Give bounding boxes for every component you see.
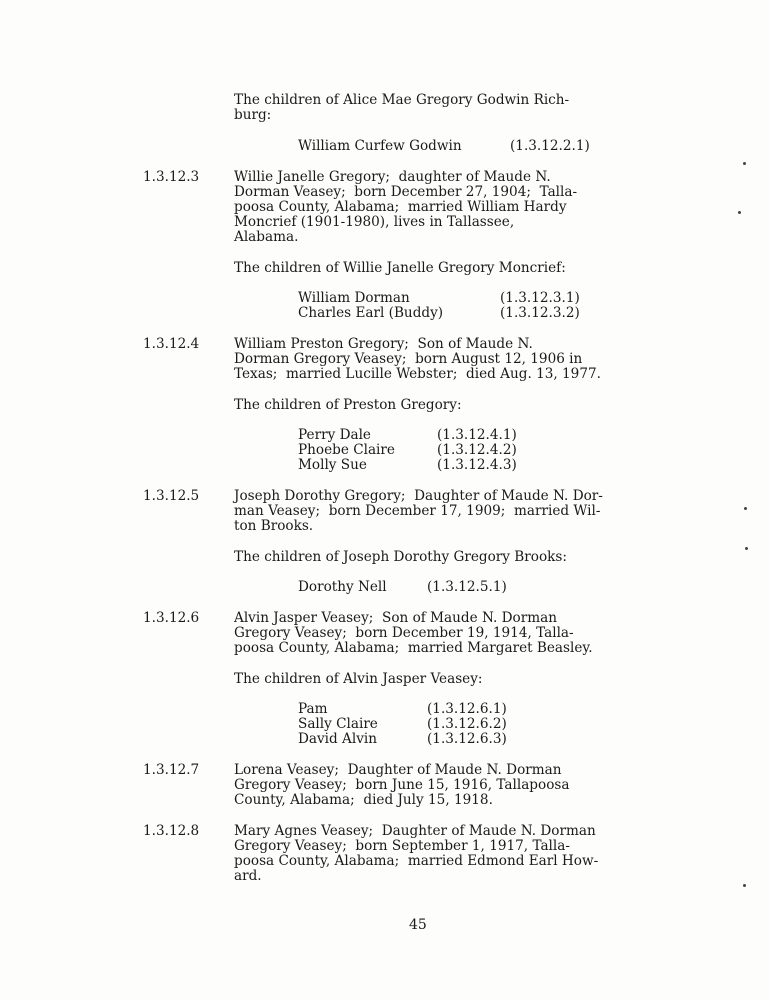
child-name: William Dorman [298, 290, 410, 306]
entry-text-line: Gregory Veasey; born June 15, 1916, Tallapoosa [234, 777, 570, 793]
children-heading: The children of Willie Janelle Gregory Moncrief: [234, 260, 566, 276]
entry-text-line: Alvin Jasper Veasey; Son of Maude N. Dorman [234, 610, 557, 626]
entry-text-line: poosa County, Alabama; married William Hardy [234, 199, 567, 215]
entry-text-line: ton Brooks. [234, 518, 314, 534]
child-name: Molly Sue [298, 457, 367, 473]
child-code: (1.3.12.3.1) [500, 290, 580, 306]
entry-text-line: Gregory Veasey; born December 19, 1914, Talla- [234, 625, 574, 641]
entry-text-line: Joseph Dorothy Gregory; Daughter of Maude N. Dor- [234, 488, 603, 504]
child-name: Phoebe Claire [298, 442, 395, 458]
entry-text-line: William Preston Gregory; Son of Maude N. [234, 336, 533, 352]
scan-speck [745, 547, 748, 550]
entry-number: 1.3.12.5 [143, 488, 200, 504]
entry-text-line: Texas; married Lucille Webster; died Aug. 13, 1977. [234, 366, 601, 382]
child-code: (1.3.12.4.2) [437, 442, 517, 458]
entry-text-line: Lorena Veasey; Daughter of Maude N. Dorman [234, 762, 562, 778]
children-heading: The children of Joseph Dorothy Gregory Brooks: [234, 549, 567, 565]
child-name: Perry Dale [298, 427, 371, 443]
child-code: (1.3.12.5.1) [427, 579, 507, 595]
entry-number: 1.3.12.4 [143, 336, 200, 352]
intro-line: burg: [234, 107, 272, 123]
child-name: Charles Earl (Buddy) [298, 305, 444, 321]
children-heading: The children of Alvin Jasper Veasey: [234, 671, 483, 687]
entry-text-line: Gregory Veasey; born September 1, 1917, Talla- [234, 838, 570, 854]
entry-text-line: County, Alabama; died July 15, 1918. [234, 792, 493, 808]
entry-number: 1.3.12.6 [143, 610, 200, 626]
entry-text-line: poosa County, Alabama; married Margaret Beasley. [234, 640, 593, 656]
entry-text-line: Willie Janelle Gregory; daughter of Maude N. [234, 169, 551, 185]
child-name: David Alvin [298, 731, 378, 747]
entry-text-line: Alabama. [234, 229, 299, 245]
child-code: (1.3.12.4.3) [437, 457, 517, 473]
entry-text-line: ard. [234, 868, 262, 884]
page-number: 45 [409, 917, 427, 933]
children-heading: The children of Preston Gregory: [234, 397, 462, 413]
scan-speck [744, 507, 747, 510]
child-code: (1.3.12.3.2) [500, 305, 580, 321]
entry-text-line: Moncrief (1901-1980), lives in Tallassee, [234, 214, 515, 230]
intro-line: The children of Alice Mae Gregory Godwin Rich- [234, 92, 570, 108]
child-code: (1.3.12.4.1) [437, 427, 517, 443]
child-code: (1.3.12.6.1) [427, 701, 507, 717]
child-name: William Curfew Godwin [298, 138, 462, 154]
entry-number: 1.3.12.7 [143, 762, 200, 778]
child-name: Sally Claire [298, 716, 378, 732]
entry-text-line: Dorman Gregory Veasey; born August 12, 1906 in [234, 351, 583, 367]
entry-number: 1.3.12.8 [143, 823, 200, 839]
entry-text-line: Dorman Veasey; born December 27, 1904; Talla- [234, 184, 578, 200]
scan-speck [743, 884, 746, 887]
entry-text-line: poosa County, Alabama; married Edmond Earl How- [234, 853, 599, 869]
entry-number: 1.3.12.3 [143, 169, 200, 185]
child-name: Dorothy Nell [298, 579, 387, 595]
child-code: (1.3.12.6.3) [427, 731, 507, 747]
entry-text-line: Mary Agnes Veasey; Daughter of Maude N. Dorman [234, 823, 596, 839]
child-name: Pam [298, 701, 328, 717]
child-code: (1.3.12.6.2) [427, 716, 507, 732]
scan-speck [743, 162, 746, 165]
scan-speck [738, 211, 741, 214]
child-code: (1.3.12.2.1) [510, 138, 590, 154]
entry-text-line: man Veasey; born December 17, 1909; married Wil- [234, 503, 601, 519]
